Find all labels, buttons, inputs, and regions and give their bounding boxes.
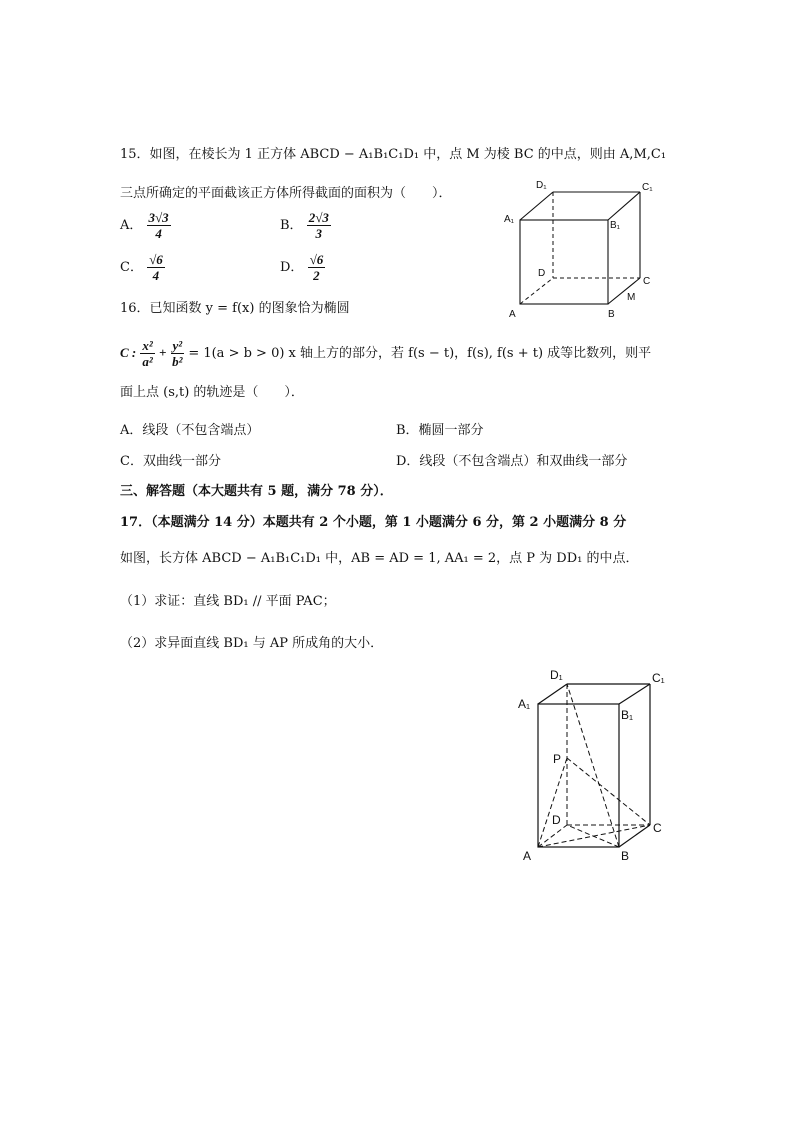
- option-d-label: D．: [280, 260, 304, 275]
- section-heading: 三、解答题（本大题共有 5 题，满分 78 分）．: [120, 484, 393, 499]
- label-b: B: [608, 309, 615, 320]
- q15-line2: 三点所确定的平面截该正方体所得截面的面积为（ ）．: [120, 186, 452, 201]
- ellipse-name: C :: [120, 345, 137, 360]
- q15-option-d[interactable]: [280, 252, 325, 283]
- frac-x-denominator: a²: [142, 354, 153, 369]
- edge-b1-c1: [608, 192, 640, 220]
- q17-cuboid-figure: [510, 664, 680, 869]
- option-b-numerator: 2√3: [308, 210, 329, 225]
- label-d: D: [538, 268, 546, 279]
- q16-option-d[interactable]: D．线段（不包含端点）和双曲线一部分: [396, 454, 628, 469]
- q16-option-c[interactable]: C．双曲线一部分: [120, 454, 221, 469]
- option-b-denominator: 3: [315, 226, 323, 241]
- label-a1: A₁: [518, 697, 531, 711]
- option-d-numerator: √6: [309, 252, 324, 267]
- label-p: P: [553, 752, 562, 766]
- q15-option-c[interactable]: [120, 252, 165, 283]
- ellipse-frac-x: [140, 338, 154, 369]
- hidden-edge-a-d: [538, 825, 567, 847]
- option-a-denominator: 4: [155, 226, 162, 241]
- cube-front-face: [520, 220, 608, 304]
- cuboid-front-face: [538, 704, 619, 847]
- q15-option-b[interactable]: [280, 210, 331, 241]
- q16-line2: [120, 338, 651, 369]
- label-m: M: [627, 292, 636, 303]
- label-c: C: [653, 821, 662, 835]
- q16-option-a[interactable]: A．线段（不包含端点）: [120, 423, 260, 438]
- q17-header: 17．（本题满分 14 分）本题共有 2 个小题，第 1 小题满分 6 分，第 2 小题满分 8 分: [120, 515, 627, 530]
- label-c1: C₁: [652, 671, 665, 685]
- label-a: A: [523, 849, 532, 863]
- q16-option-b[interactable]: B．椭圆一部分: [396, 423, 484, 438]
- edge-a1-d1: [520, 192, 553, 220]
- label-b1: B₁: [610, 220, 621, 231]
- q16-line1: 16．已知函数 y = f(x) 的图象恰为椭圆: [120, 301, 350, 316]
- q15-line1: 15．如图，在棱长为 1 正方体 ABCD − A₁B₁C₁D₁ 中，点 M 为棱 BC 的中点，则由 A,M,C₁: [120, 147, 667, 162]
- option-c-denominator: 4: [152, 268, 160, 283]
- q15-cube-figure: [500, 176, 660, 321]
- label-d1: D₁: [536, 180, 547, 191]
- option-d-fraction: [308, 252, 326, 283]
- edge-b1-c1: [619, 684, 650, 704]
- option-a-fraction: [147, 210, 171, 241]
- q15-option-a[interactable]: [120, 210, 171, 241]
- q17-part2: （2）求异面直线 BD₁ 与 AP 所成角的大小．: [120, 636, 384, 651]
- frac-x-numerator: x²: [142, 338, 153, 353]
- option-c-numerator: √6: [149, 252, 163, 267]
- frac-y-denominator: b²: [172, 354, 183, 369]
- option-b-label: B．: [280, 218, 303, 233]
- ellipse-frac-y: [171, 338, 185, 369]
- q17-part1: （1）求证：直线 BD₁ // 平面 PAC；: [120, 594, 336, 609]
- option-c-fraction: [147, 252, 165, 283]
- diagonal-b-d1: [567, 684, 619, 847]
- q16-line2-rest: = 1(a > b > 0) x 轴上方的部分，若 f(s − t)，f(s), f(s + t) 成等比数列，则平: [188, 346, 652, 361]
- option-c-label: C．: [120, 260, 143, 275]
- option-a-label: A．: [120, 218, 143, 233]
- q17-stem: 如图，长方体 ABCD − A₁B₁C₁D₁ 中，AB = AD = 1, AA₁ = 2，点 P 为 DD₁ 的中点．: [120, 551, 639, 566]
- label-b1: B₁: [621, 708, 634, 722]
- label-d1: D₁: [550, 668, 563, 682]
- frac-y-numerator: y²: [172, 338, 183, 353]
- diagonal-b-d: [567, 825, 619, 847]
- plus-sign: +: [158, 345, 167, 360]
- label-d: D: [552, 813, 561, 827]
- option-d-denominator: 2: [313, 268, 320, 283]
- label-c: C: [643, 276, 651, 287]
- label-a1: A₁: [504, 214, 515, 225]
- hidden-edge-a-d: [520, 278, 553, 304]
- edge-a1-d1: [538, 684, 567, 704]
- q16-line3: 面上点 (s,t) 的轨迹是（ ）．: [120, 385, 304, 400]
- segment-a-p: [538, 758, 567, 847]
- option-a-numerator: 3√3: [148, 210, 169, 225]
- label-b: B: [621, 849, 630, 863]
- label-a: A: [509, 309, 516, 320]
- label-c1: C₁: [642, 182, 653, 193]
- option-b-fraction: [307, 210, 331, 241]
